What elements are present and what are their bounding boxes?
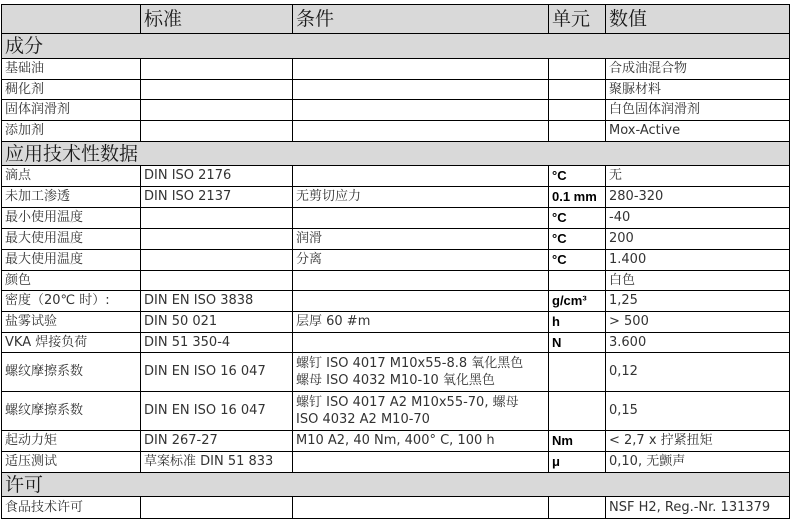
property-cell: 基础油 [2, 59, 141, 80]
property-cell: 滴点 [2, 166, 141, 187]
value-cell: 1,25 [606, 291, 790, 312]
table-row [2, 59, 790, 80]
unit-cell [549, 392, 606, 431]
table-row [2, 166, 790, 187]
condition-cell: 层厚 60 #m [293, 312, 549, 333]
condition-cell: M10 A2, 40 Nm, 400° C, 100 h [293, 431, 549, 452]
property-cell: 添加剂 [2, 121, 141, 142]
table-row [2, 229, 790, 250]
condition-cell [293, 452, 549, 473]
unit-cell [549, 271, 606, 291]
standard-cell [141, 271, 293, 291]
unit-cell: g/cm³ [549, 291, 606, 312]
condition-line: ISO 4032 A2 M10-70 [296, 412, 430, 427]
standard-cell [141, 59, 293, 80]
table-row [2, 452, 790, 473]
header-property [2, 5, 141, 34]
section-title: 成分 [2, 34, 790, 59]
header-standard: 标准 [141, 5, 293, 34]
standard-cell: DIN ISO 2176 [141, 166, 293, 187]
table-row [2, 291, 790, 312]
property-cell: 食品技术许可 [2, 497, 141, 519]
property-cell: 适压测试 [2, 452, 141, 473]
table-row [2, 121, 790, 142]
table-row [2, 333, 790, 353]
standard-cell [141, 121, 293, 142]
value-cell: 白色 [606, 271, 790, 291]
property-cell: 螺纹摩擦系数 [2, 353, 141, 392]
condition-cell [293, 353, 549, 392]
condition-cell [293, 333, 549, 353]
value-cell: < 2,7 x 拧紧扭矩 [606, 431, 790, 452]
section-row [2, 473, 790, 497]
unit-cell: °C [549, 166, 606, 187]
property-cell: 最大使用温度 [2, 250, 141, 271]
header-unit: 单元 [549, 5, 606, 34]
table-row [2, 187, 790, 208]
value-cell: 0,15 [606, 392, 790, 431]
table-row [2, 100, 790, 121]
value-cell: 0,12 [606, 353, 790, 392]
property-cell: 螺纹摩擦系数 [2, 392, 141, 431]
condition-line: 螺钉 ISO 4017 A2 M10x55-70, 螺母 [296, 395, 519, 410]
unit-cell [549, 59, 606, 80]
section-row [2, 142, 790, 166]
unit-cell: °C [549, 229, 606, 250]
condition-cell [293, 291, 549, 312]
condition-cell: 无剪切应力 [293, 187, 549, 208]
condition-cell: 分离 [293, 250, 549, 271]
value-cell: 无 [606, 166, 790, 187]
table-row [2, 392, 790, 431]
unit-cell: 0.1 mm [549, 187, 606, 208]
standard-cell [141, 208, 293, 229]
condition-cell [293, 497, 549, 519]
standard-cell [141, 497, 293, 519]
condition-cell: 润滑 [293, 229, 549, 250]
table-row [2, 353, 790, 392]
property-cell: 未加工渗透 [2, 187, 141, 208]
value-cell: 0,10, 无颤声 [606, 452, 790, 473]
value-cell: Mox-Active [606, 121, 790, 142]
standard-cell: DIN EN ISO 16 047 [141, 392, 293, 431]
property-cell: 密度（20℃ 时）: [2, 291, 141, 312]
value-cell: 合成油混合物 [606, 59, 790, 80]
section-row [2, 34, 790, 59]
condition-line: 螺母 ISO 4032 M10-10 氧化黑色 [296, 373, 495, 388]
property-cell: VKA 焊接负荷 [2, 333, 141, 353]
table-row [2, 80, 790, 100]
condition-cell [293, 166, 549, 187]
unit-cell [549, 80, 606, 100]
value-cell: 280-320 [606, 187, 790, 208]
table-row [2, 431, 790, 452]
value-cell: > 500 [606, 312, 790, 333]
table-row [2, 271, 790, 291]
property-cell: 起动力矩 [2, 431, 141, 452]
header-value: 数值 [606, 5, 790, 34]
unit-cell: h [549, 312, 606, 333]
value-cell: 200 [606, 229, 790, 250]
property-cell: 颜色 [2, 271, 141, 291]
standard-cell: DIN ISO 2137 [141, 187, 293, 208]
spec-table [1, 4, 790, 519]
standard-cell: 草案标准 DIN 51 833 [141, 452, 293, 473]
unit-cell: °C [549, 208, 606, 229]
table-row [2, 497, 790, 519]
section-title: 许可 [2, 473, 790, 497]
value-cell: 3.600 [606, 333, 790, 353]
header-row [2, 5, 790, 34]
unit-cell: μ [549, 452, 606, 473]
table-row [2, 208, 790, 229]
condition-cell [293, 100, 549, 121]
property-cell: 稠化剂 [2, 80, 141, 100]
condition-cell [293, 208, 549, 229]
standard-cell: DIN 50 021 [141, 312, 293, 333]
value-cell: 聚脲材料 [606, 80, 790, 100]
table-row [2, 250, 790, 271]
table-row [2, 312, 790, 333]
unit-cell [549, 100, 606, 121]
unit-cell [549, 121, 606, 142]
unit-cell: N [549, 333, 606, 353]
value-cell: 白色固体润滑剂 [606, 100, 790, 121]
unit-cell: Nm [549, 431, 606, 452]
standard-cell [141, 100, 293, 121]
property-cell: 最小使用温度 [2, 208, 141, 229]
condition-line: 螺钉 ISO 4017 M10x55-8.8 氧化黑色 [296, 356, 524, 371]
header-condition: 条件 [293, 5, 549, 34]
standard-cell: DIN EN ISO 16 047 [141, 353, 293, 392]
value-cell: -40 [606, 208, 790, 229]
section-title: 应用技术性数据 [2, 142, 790, 166]
value-cell: NSF H2, Reg.-Nr. 131379 [606, 497, 790, 519]
standard-cell: DIN 267-27 [141, 431, 293, 452]
standard-cell [141, 80, 293, 100]
unit-cell [549, 353, 606, 392]
condition-cell [293, 392, 549, 431]
condition-cell [293, 59, 549, 80]
standard-cell: DIN EN ISO 3838 [141, 291, 293, 312]
condition-cell [293, 271, 549, 291]
unit-cell [549, 497, 606, 519]
condition-cell [293, 80, 549, 100]
property-cell: 盐雾试验 [2, 312, 141, 333]
value-cell: 1.400 [606, 250, 790, 271]
standard-cell: DIN 51 350-4 [141, 333, 293, 353]
unit-cell: °C [549, 250, 606, 271]
property-cell: 固体润滑剂 [2, 100, 141, 121]
property-cell: 最大使用温度 [2, 229, 141, 250]
condition-cell [293, 121, 549, 142]
standard-cell [141, 250, 293, 271]
standard-cell [141, 229, 293, 250]
